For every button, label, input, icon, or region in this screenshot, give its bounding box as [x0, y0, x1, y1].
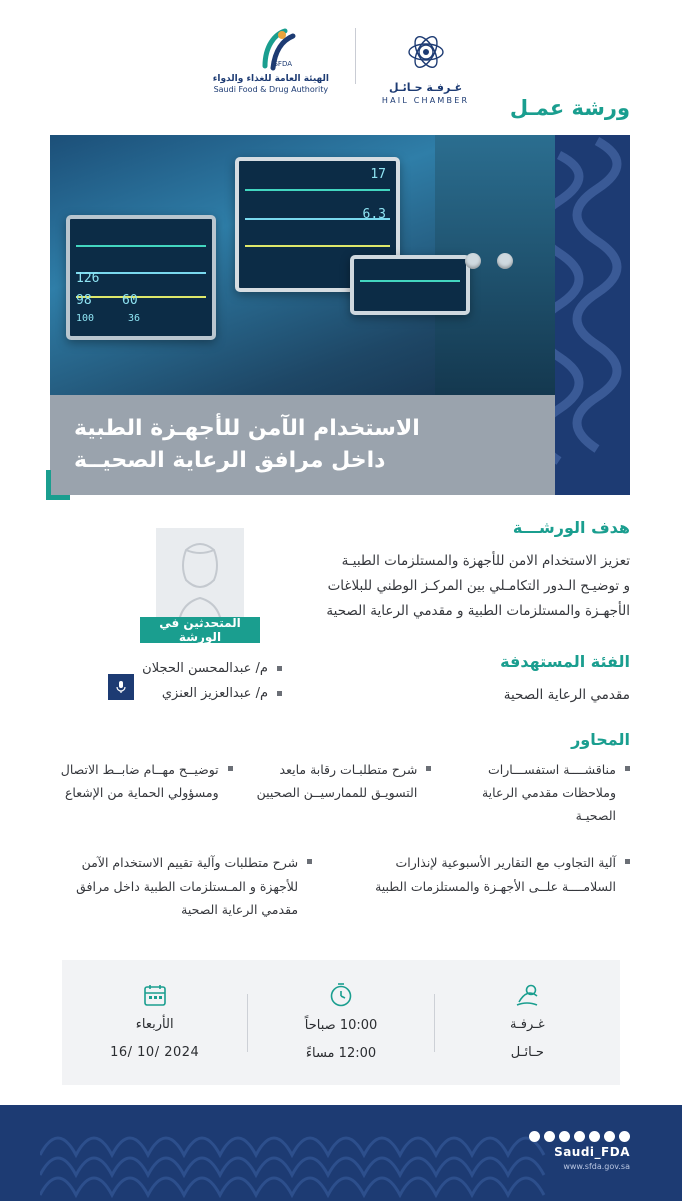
- date-value: 2024 /10 /16: [110, 1044, 200, 1060]
- date-day: الأربعاء: [135, 1016, 174, 1032]
- calendar-icon: [142, 982, 168, 1008]
- sfda-name-en: Saudi Food & Drug Authority: [213, 85, 329, 94]
- topics-grid: [52, 758, 630, 921]
- goal-line: و توضيـح الـدور التكامـلي بين المركـز الوطني للبلاغات: [327, 577, 630, 594]
- hail-chamber-name-en: HAIL CHAMBER: [381, 96, 470, 105]
- info-place: [435, 982, 620, 1064]
- info-time: [248, 981, 433, 1065]
- website-url[interactable]: www.sfda.gov.sa: [563, 1162, 630, 1171]
- tiktok-icon[interactable]: [529, 1131, 540, 1142]
- goal-title: هدف الورشـــة: [512, 518, 630, 537]
- goal-line: تعزيز الاستخدام الامن للأجهزة والمستلزمات الطبيـة: [341, 553, 630, 569]
- hero-side-strip: [553, 135, 630, 495]
- location-icon: [513, 982, 541, 1008]
- topics-title: المحاور: [571, 730, 630, 749]
- strip-pattern-icon: [553, 135, 630, 495]
- topics-row-1: [52, 758, 630, 827]
- hero-title-band: [50, 395, 555, 495]
- microphone-glyph-icon: [114, 679, 128, 695]
- patient-monitor-left: 126 98 60 100 36: [66, 215, 216, 340]
- info-divider: [434, 994, 435, 1052]
- logo-hail-chamber: [382, 26, 469, 105]
- twitter-icon[interactable]: [619, 1131, 630, 1142]
- topic-item: آلية التجاوب مع التقارير الأسبوعية لإنذارات السلامــــة علــى الأجهـزة والمستلزمات الطبية: [370, 851, 630, 920]
- hail-chamber-name-ar: غـرفـة حـائـل: [389, 81, 463, 94]
- device-knob: [465, 253, 481, 269]
- corner-accent: [46, 470, 70, 500]
- hero-title-line-1: الاستخدام الآمن للأجهـزة الطبية: [74, 416, 420, 442]
- anesthesia-monitor-center: 17 6.3: [235, 157, 400, 292]
- time-end: 12:00 مساءً: [305, 1045, 377, 1061]
- hero-image: [50, 135, 555, 395]
- topic-item: شرح متطلبـات رقابة مايعد التسويـق للممارسيــن الصحيين: [251, 758, 432, 827]
- header-logos: [0, 26, 682, 105]
- event-info-bar: [62, 960, 620, 1085]
- speakers-badge: المتحدثين في الورشة: [140, 617, 260, 643]
- audience-body: مقدمي الرعاية الصحية: [503, 686, 630, 703]
- speaker-name: م/ عبدالعزيز العنزي: [100, 682, 282, 707]
- time-start: 10:00 صباحاً: [304, 1017, 378, 1033]
- topic-item: مناقشــــة استفســـارات وملاحظات مقدمي الرعاية الصحيـة: [449, 758, 630, 827]
- audience-section: [290, 652, 630, 707]
- microphone-icon: [108, 674, 134, 700]
- speakers-block: [100, 528, 300, 706]
- clock-icon: [327, 981, 355, 1009]
- topic-item: شرح متطلبات وآلية تقييم الاستخدام الآمن للأجهزة و المـستلزمات الطبية داخل مرافق مقدمي الرعاية الصحية: [52, 851, 312, 920]
- sfda-name-ar: الهيئة العامة للغذاء والدواء: [212, 74, 329, 84]
- info-divider: [247, 994, 248, 1052]
- hero-title-line-2: داخل مرافق الرعاية الصحيــة: [74, 448, 386, 473]
- topic-item: توضيــح مهــام ضابــط الاتصال ومسؤولي الحماية من الإشعاع: [52, 758, 233, 827]
- footer-pattern-icon: [40, 1125, 560, 1201]
- youtube-icon[interactable]: [574, 1131, 585, 1142]
- social-icons[interactable]: [529, 1131, 630, 1142]
- goal-body: [290, 549, 630, 624]
- ventilator-display: [350, 255, 470, 315]
- hail-chamber-mark-icon: [400, 26, 452, 78]
- audience-title: الفئة المستهدفة: [500, 651, 630, 671]
- device-knob: [497, 253, 513, 269]
- content-right-column: [290, 518, 630, 707]
- footer-bar: [0, 1105, 682, 1201]
- goal-line: الأجهـزة والمستلزمات الطبية و مقدمي الرعاية الصحية: [326, 602, 630, 619]
- logo-divider: [355, 28, 356, 84]
- topics-row-2: [52, 851, 630, 920]
- sfda-mark-icon: [235, 26, 307, 72]
- footer-social: [529, 1131, 630, 1171]
- workshop-kicker: ورشة عمـل: [509, 96, 630, 120]
- snapchat-icon[interactable]: [544, 1131, 555, 1142]
- speaker-name: م/ عبدالمحسن الحجلان: [100, 657, 282, 682]
- place-line-1: غـرفـة: [509, 1016, 545, 1032]
- info-date: [62, 982, 247, 1064]
- linkedin-icon[interactable]: [559, 1131, 570, 1142]
- instagram-icon[interactable]: [604, 1131, 615, 1142]
- social-handle: Saudi_FDA: [554, 1145, 630, 1159]
- place-line-2: حـائـل: [510, 1044, 544, 1060]
- facebook-icon[interactable]: [589, 1131, 600, 1142]
- svg-text:SFDA: SFDA: [273, 60, 292, 68]
- logo-sfda: [213, 26, 329, 94]
